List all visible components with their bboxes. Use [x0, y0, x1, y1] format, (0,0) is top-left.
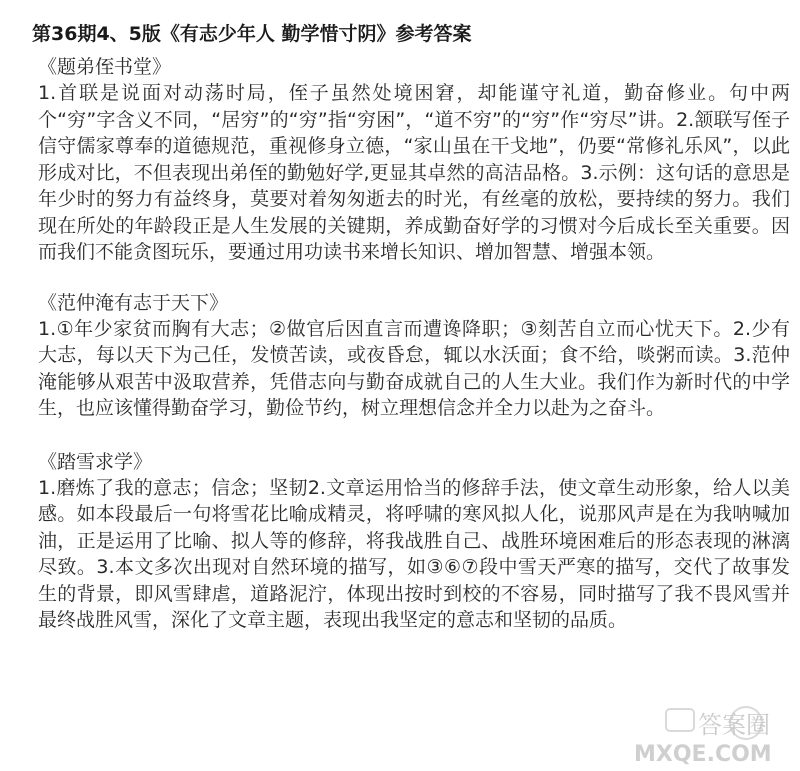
- section-body-taxue: 1.磨炼了我的意志；信念；坚韧2.文章运用恰当的修辞手法，使文章生动形象，给人以美感。如本段最后一句将雪花比喻成精灵，将呼啸的寒风拟人化，说那风声是在为我呐喊加油，正是运用了比喻、拟人等的修辞，将我战胜自己、战胜环境困难后的形态表现的淋漓尽致。3.本文多次出现对自然环境的描写，如③⑥⑦段中雪天严寒的描写，交代了故事发生的背景，即风雪肆虐，道路泥泞，体现出按时到校的不容易，同时描写了我不畏风雪并最终战胜风雪，深化了文章主题，表现出我坚定的意志和坚韧的品质。: [38, 476, 790, 631]
- section-body-fanzhongyan: 1.①年少家贫而胸有大志；②做官后因直言而遭谗降职；③刻苦自立而心忧天下。2.少有大志，每以天下为己任，发愤苦读，或夜昏怠，辄以水沃面；食不给，啖粥而读。3.范仲淹能够从艰苦中汲取营养，凭借志向与勤奋成就自己的人生大业。我们作为新时代的中学生，也应该懂得勤奋学习，勤俭节约，树立理想信念并全力以赴为之奋斗。: [38, 317, 790, 419]
- section-tidi: [38, 54, 792, 266]
- section-fanzhongyan: [38, 290, 792, 422]
- section-heading-fanzhongyan: 《范仲淹有志于天下》: [38, 291, 229, 314]
- watermark-brand: 答案圈: [698, 711, 770, 739]
- spacer: [38, 422, 792, 449]
- section-taxue: [38, 449, 792, 634]
- spacer: [38, 266, 792, 290]
- watermark-site: MXQE.COM: [634, 742, 772, 765]
- section-body-tidi: 1.首联是说面对动荡时局，侄子虽然处境困窘，却能谨守礼道，勤奋修业。句中两个“穷”字含义不同，“居穷”的“穷”指“穷困”，“道不穷”的“穷”作“穷尽”讲。2.颔联写侄子信守儒家尊奉的道德规范，重视修身立德，“家山虽在干戈地”，仍要“常修礼乐风”，以此形成对比，不但表现出弟侄的勤勉好学,更显其卓然的高洁品格。3.示例：这句话的意思是年少时的努力有益终身，莫要对着匆匆逝去的时光，有丝毫的放松，要持续的努力。我们现在所处的年龄段正是人生发展的关键期，养成勤奋好学的习惯对今后成长至关重要。因而我们不能贪图玩乐，要通过用功读书来增长知识、增加智慧、增强本领。: [38, 82, 790, 263]
- section-heading-taxue: 《踏雪求学》: [38, 450, 153, 473]
- section-heading-tidi: 《题弟侄书堂》: [38, 56, 172, 78]
- page-title: 第36期4、5版《有志少年人 勤学惜寸阴》参考答案: [32, 23, 472, 45]
